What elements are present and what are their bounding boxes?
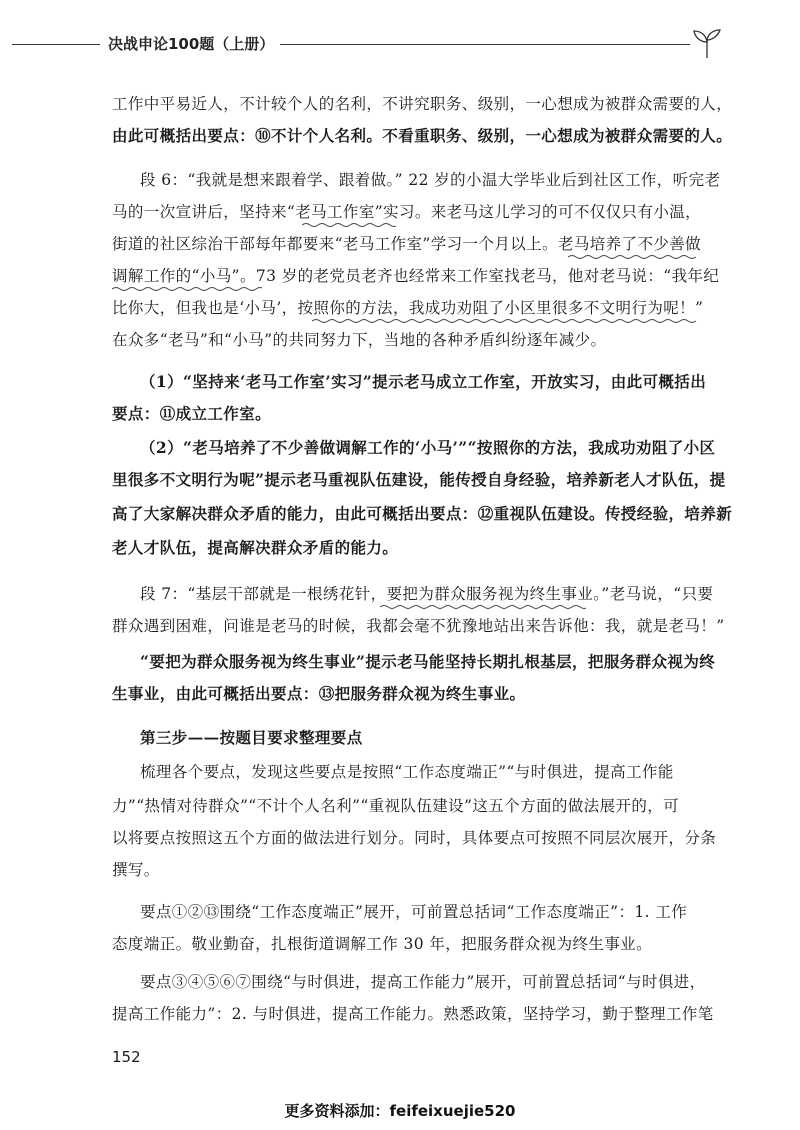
text-line-1: 工作中平易近人，不计较个人的名利，不讲究职务、级别，一心想成为被群众需要的人， <box>112 95 733 113</box>
text-line-13: 高了大家解决群众矛盾的能力，由此可概括出要点：⑫重视队伍建设。传授经验，培养新 <box>112 504 733 523</box>
page-header <box>0 32 800 56</box>
text-line-26: 要点③④⑤⑥⑦围绕“与时俱进，提高工作能力”展开，可前置总括词“与时俱进， <box>140 973 706 991</box>
text-line-3: 段 6：“我就是想来跟着学、跟着做。” 22 岁的小温大学毕业后到社区工作，听完老 <box>140 171 721 189</box>
text-line-14: 老人才队伍，提高解决群众矛盾的能力。 <box>112 538 399 557</box>
underline-mark <box>312 318 698 324</box>
page-number: 152 <box>112 1048 141 1066</box>
text-line-11: （2）“老马培养了不少善做调解工作的‘小马’”“按照你的方法，我成功劝阻了小区 <box>140 438 716 457</box>
text-line-24: 要点①②⑬围绕“工作态度端正”展开，可前置总括词“工作态度端正”：1. 工作 <box>140 903 688 921</box>
book-title: 决战申论100题（上册） <box>108 35 275 53</box>
text-line-18: 生事业，由此可概括出要点：⑬把服务群众视为终生事业。 <box>112 684 526 703</box>
text-line-17: “要把为群众服务视为终生事业”提示老马能坚持长期扎根基层，把服务群众视为终 <box>140 652 716 671</box>
underline-mark <box>112 286 262 292</box>
text-line-25: 态度端正。敬业勤奋，扎根街道调解工作 30 年，把服务群众视为终生事业。 <box>112 935 652 953</box>
underline-mark <box>302 222 396 228</box>
footer-note: 更多资料添加：feifeixuejie520 <box>284 1102 516 1120</box>
text-line-5: 街道的社区综治干部每年都要来“老马工作室”学习一个月以上。老马培养了不少善做 <box>112 235 702 253</box>
header-rule-left <box>12 44 100 45</box>
text-line-2: 由此可概括出要点：⑩不计个人名利。不看重职务、级别，一心想成为被群众需要的人。 <box>112 126 733 145</box>
text-line-6: 调解工作的“小马”。73 岁的老党员老齐也经常来工作室找老马，他对老马说：“我年纪 <box>112 267 720 285</box>
text-line-23: 撰写。 <box>112 861 160 879</box>
text-line-9: （1）“坚持来‘老马工作室’实习”提示老马成立工作室，开放实习，由此可概括出 <box>140 372 707 391</box>
underline-mark <box>380 604 586 610</box>
text-line-27: 提高工作能力”：2. 与时俱进，提高工作能力。熟悉政策，坚持学习，勤于整理工作笔 <box>112 1005 714 1023</box>
text-line-21: 力”“热情对待群众”“不计个人名利”“重视队伍建设”这五个方面的做法展开的，可 <box>112 797 680 815</box>
text-line-8: 在众多“老马”和“小马”的共同努力下，当地的各种矛盾纠纷逐年减少。 <box>112 331 607 349</box>
sprout-icon <box>690 28 724 60</box>
text-line-7: 比你大，但我也是‘小马’，按照你的方法，我成功劝阻了小区里很多不文明行为呢！” <box>112 299 704 317</box>
text-line-10: 要点：⑪成立工作室。 <box>112 404 272 423</box>
header-rule-right <box>280 44 690 45</box>
text-line-16: 群众遇到困难，问谁是老马的时候，我都会毫不犹豫地站出来告诉他：我，就是老马！” <box>112 617 725 635</box>
text-line-15: 段 7：“基层干部就是一根绣花针，要把为群众服务视为终生事业。”老马说，“只要 <box>140 585 714 603</box>
text-line-12: 里很多不文明行为呢”提示老马重视队伍建设，能传授自身经验，培养新老人才队伍，提 <box>112 470 726 489</box>
text-line-22: 以将要点按照这五个方面的做法进行划分。同时，具体要点可按照不同层次展开，分条 <box>112 829 717 847</box>
section-heading: 第三步——按题目要求整理要点 <box>140 728 363 747</box>
text-line-4: 马的一次宣讲后，坚持来“老马工作室”实习。来老马这儿学习的可不仅仅只有小温， <box>112 203 702 221</box>
text-line-20: 梳理各个要点，发现这些要点是按照“工作态度端正”“与时俱进，提高工作能 <box>140 763 674 781</box>
underline-mark <box>568 254 698 260</box>
